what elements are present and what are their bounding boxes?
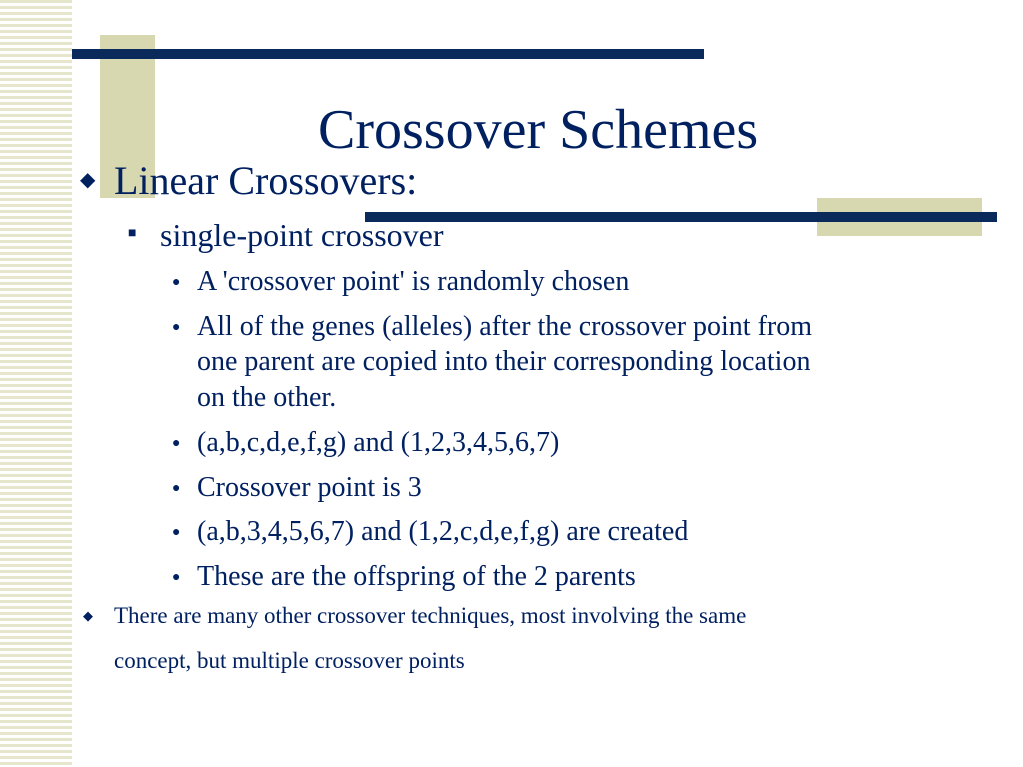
closing-text: There are many other crossover techniques, most involving the same — [114, 603, 747, 628]
decor-navy-line-bottom — [365, 212, 997, 222]
diamond-bullet-icon: ◆ — [80, 169, 96, 191]
bullet-point-text-continued: on the other. — [197, 382, 337, 413]
square-bullet-icon: ■ — [128, 226, 137, 241]
level1-heading: Linear Crossovers: — [114, 158, 418, 203]
dot-bullet-icon: ● — [172, 570, 181, 585]
bullet-point-text: Crossover point is 3 — [197, 472, 422, 503]
bullet-point-text: (a,b,3,4,5,6,7) and (1,2,c,d,e,f,g) are created — [197, 516, 689, 547]
slide-title: Crossover Schemes — [318, 99, 759, 161]
bullet-point-text: (a,b,c,d,e,f,g) and (1,2,3,4,5,6,7) — [197, 427, 560, 458]
dot-bullet-icon: ● — [172, 436, 181, 451]
closing-text-continued: concept, but multiple crossover points — [114, 648, 465, 673]
dot-bullet-icon: ● — [172, 275, 181, 290]
dot-bullet-icon: ● — [172, 481, 181, 496]
level2-heading: single-point crossover — [160, 217, 444, 253]
decor-navy-line-top — [72, 49, 704, 59]
bullet-point-text: A 'crossover point' is randomly chosen — [197, 266, 630, 297]
diamond-bullet-icon: ◆ — [83, 608, 93, 623]
side-stripe-pattern — [0, 0, 72, 767]
bullet-point-text: These are the offspring of the 2 parents — [197, 561, 636, 592]
bullet-point-text-continued: one parent are copied into their corresponding location — [197, 346, 811, 377]
bullet-point-text: All of the genes (alleles) after the crossover point from — [197, 311, 813, 342]
dot-bullet-icon: ● — [172, 320, 181, 335]
dot-bullet-icon: ● — [172, 525, 181, 540]
